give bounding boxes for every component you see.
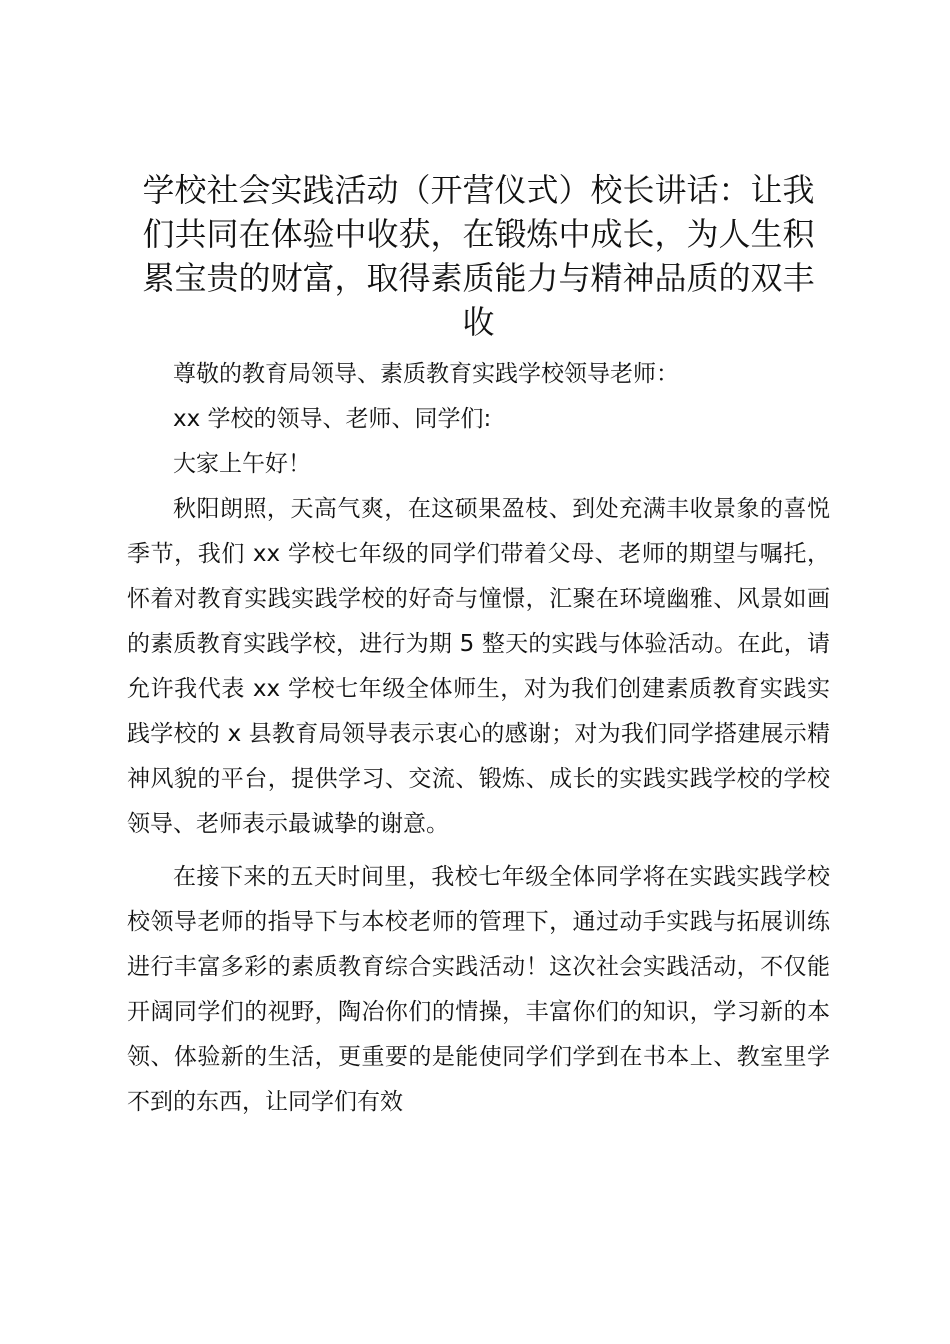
body-paragraph-1: 秋阳朗照，天高气爽，在这硕果盈枝、到处充满丰收景象的喜悦季节，我们 xx 学校七年级的同学们带着父母、老师的期望与嘱托，怀着对教育实践实践学校的好奇与憧憬，汇聚在环境幽雅、风景如画的素质教育实践学校，进行为期 5 整天的实践与体验活动。在此，请允许我代表 xx 学校七年级全体师生，对为我们创建素质教育实践实践学校的 x 县教育局领导表示衷心的感谢；对为我们同学搭建展示精神风貌的平台，提供学习、交流、锻炼、成长的实践实践学校的学校领导、老师表示最诚挚的谢意。 xyxy=(127,496,830,837)
document-page xyxy=(127,168,830,1125)
salutation-line-1: 尊敬的教育局领导、素质教育实践学校领导老师： xyxy=(173,361,679,387)
document-title: 学校社会实践活动（开营仪式）校长讲话：让我们共同在体验中收获，在锻炼中成长，为人生积累宝贵的财富，取得素质能力与精神品质的双丰收 xyxy=(142,171,815,341)
salutation-line-2: xx 学校的领导、老师、同学们: xyxy=(173,406,492,432)
greeting-line: 大家上午好！ xyxy=(173,451,311,477)
body-paragraph-2: 在接下来的五天时间里，我校七年级全体同学将在实践实践学校校领导老师的指导下与本校老师的管理下，通过动手实践与拓展训练进行丰富多彩的素质教育综合实践活动！这次社会实践活动，不仅能开阔同学们的视野，陶冶你们的情操，丰富你们的知识，学习新的本领、体验新的生活，更重要的是能使同学们学到在书本上、教室里学不到的东西，让同学们有效 xyxy=(127,864,830,1115)
